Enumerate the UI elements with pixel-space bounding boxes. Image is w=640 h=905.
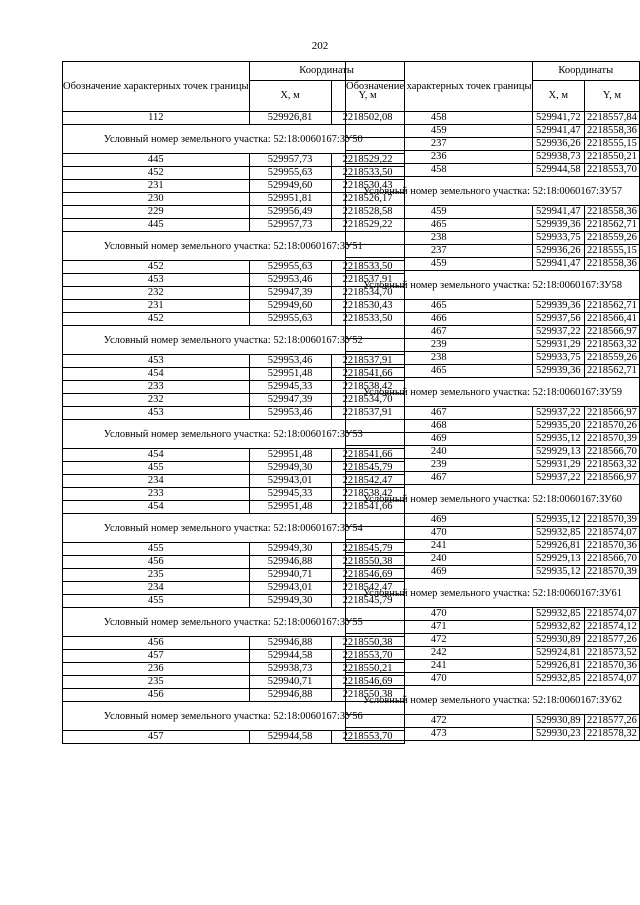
x-coordinate: 529937,56 — [532, 313, 584, 326]
x-coordinate: 529947,39 — [249, 394, 331, 407]
y-coordinate: 2218566,97 — [584, 472, 639, 485]
point-number: 455 — [63, 543, 250, 556]
point-number: 469 — [346, 433, 533, 446]
point-number: 234 — [63, 582, 250, 595]
table-row — [346, 634, 640, 647]
x-coordinate: 529930,23 — [532, 728, 584, 741]
y-coordinate: 2218558,36 — [584, 206, 639, 219]
point-number: 467 — [346, 472, 533, 485]
table-row — [346, 728, 640, 741]
y-coordinate: 2218538,42 — [331, 488, 404, 501]
point-number: 471 — [346, 621, 533, 634]
point-number: 229 — [63, 206, 250, 219]
x-coordinate: 529933,75 — [532, 232, 584, 245]
x-coordinate: 529924,81 — [532, 647, 584, 660]
x-coordinate: 529951,48 — [249, 449, 331, 462]
x-coordinate: 529935,12 — [532, 566, 584, 579]
y-coordinate: 2218541,66 — [331, 368, 404, 381]
table-row — [346, 206, 640, 219]
y-coordinate: 2218528,58 — [331, 206, 404, 219]
designation-header: Обозначение характерных точек границы — [346, 62, 533, 112]
x-coordinate: 529953,46 — [249, 274, 331, 287]
x-coordinate: 529943,01 — [249, 582, 331, 595]
point-number: 459 — [346, 125, 533, 138]
y-coordinate: 2218559,26 — [584, 232, 639, 245]
y-coordinate: 2218570,39 — [584, 566, 639, 579]
point-number: 454 — [63, 449, 250, 462]
y-coordinate: 2218555,15 — [584, 245, 639, 258]
x-coordinate: 529937,22 — [532, 472, 584, 485]
y-coordinate: 2218545,79 — [331, 462, 404, 475]
x-coordinate: 529946,88 — [249, 556, 331, 569]
point-number: 240 — [346, 553, 533, 566]
y-coordinate: 2218566,70 — [584, 553, 639, 566]
y-coordinate: 2218566,97 — [584, 326, 639, 339]
y-coordinate: 2218562,71 — [584, 219, 639, 232]
table-row — [346, 245, 640, 258]
y-header: Y, м — [584, 81, 639, 112]
point-number: 237 — [346, 245, 533, 258]
y-coordinate: 2218526,17 — [331, 193, 404, 206]
x-coordinate: 529930,89 — [532, 715, 584, 728]
y-coordinate: 2218541,66 — [331, 449, 404, 462]
point-number: 465 — [346, 365, 533, 378]
table-row — [346, 459, 640, 472]
y-coordinate: 2218550,38 — [331, 556, 404, 569]
y-coordinate: 2218570,36 — [584, 540, 639, 553]
x-coordinate: 529941,47 — [532, 206, 584, 219]
parcel-section-header — [346, 686, 640, 715]
y-coordinate: 2218563,32 — [584, 339, 639, 352]
x-coordinate: 529951,48 — [249, 368, 331, 381]
x-coordinate: 529951,81 — [249, 193, 331, 206]
x-coordinate: 529949,30 — [249, 595, 331, 608]
y-coordinate: 2218566,41 — [584, 313, 639, 326]
point-number: 232 — [63, 394, 250, 407]
table-row — [346, 514, 640, 527]
point-number: 230 — [63, 193, 250, 206]
point-number: 453 — [63, 407, 250, 420]
designation-header: Обозначение характерных точек границы — [63, 62, 250, 112]
x-coordinate: 529936,26 — [532, 138, 584, 151]
point-number: 453 — [63, 274, 250, 287]
table-row — [346, 673, 640, 686]
y-coordinate: 2218542,47 — [331, 582, 404, 595]
point-number: 241 — [346, 540, 533, 553]
parcel-section-header — [346, 579, 640, 608]
y-coordinate: 2218558,36 — [584, 258, 639, 271]
x-coordinate: 529955,63 — [249, 167, 331, 180]
x-coordinate: 529944,58 — [532, 164, 584, 177]
x-coordinate: 529926,81 — [532, 540, 584, 553]
x-coordinate: 529941,72 — [532, 112, 584, 125]
table-row — [346, 608, 640, 621]
point-number: 231 — [63, 300, 250, 313]
x-coordinate: 529955,63 — [249, 313, 331, 326]
x-coordinate: 529939,36 — [532, 300, 584, 313]
y-coordinate: 2218546,69 — [331, 676, 404, 689]
y-coordinate: 2218553,70 — [584, 164, 639, 177]
table-row — [346, 420, 640, 433]
x-coordinate: 529944,58 — [249, 650, 331, 663]
point-number: 237 — [346, 138, 533, 151]
x-coordinate: 529956,49 — [249, 206, 331, 219]
y-coordinate: 2218553,70 — [331, 731, 404, 744]
x-coordinate: 529957,73 — [249, 154, 331, 167]
y-coordinate: 2218533,50 — [331, 261, 404, 274]
y-coordinate: 2218577,26 — [584, 634, 639, 647]
point-number: 240 — [346, 446, 533, 459]
point-number: 236 — [346, 151, 533, 164]
parcel-title: Условный номер земельного участка: 52:18:0060167:ЗУ61 — [346, 579, 640, 608]
y-coordinate: 2218546,69 — [331, 569, 404, 582]
parcel-title: Условный номер земельного участка: 52:18:0060167:ЗУ59 — [346, 378, 640, 407]
x-coordinate: 529929,13 — [532, 553, 584, 566]
y-coordinate: 2218578,32 — [584, 728, 639, 741]
parcel-title: Условный номер земельного участка: 52:18:0060167:ЗУ54 — [63, 514, 405, 543]
x-coordinate: 529949,30 — [249, 543, 331, 556]
x-coordinate: 529939,36 — [532, 219, 584, 232]
coordinates-header: Координаты — [249, 62, 404, 81]
point-number: 458 — [346, 164, 533, 177]
coordinates-table-right — [345, 61, 640, 741]
point-number: 445 — [63, 154, 250, 167]
y-coordinate: 2218550,38 — [331, 689, 404, 702]
point-number: 455 — [63, 595, 250, 608]
y-coordinate: 2218533,50 — [331, 313, 404, 326]
parcel-section-header — [346, 485, 640, 514]
x-coordinate: 529946,88 — [249, 637, 331, 650]
x-coordinate: 529949,60 — [249, 300, 331, 313]
y-coordinate: 2218574,07 — [584, 527, 639, 540]
parcel-title: Условный номер земельного участка: 52:18:0060167:ЗУ56 — [63, 702, 405, 731]
point-number: 234 — [63, 475, 250, 488]
table-row — [346, 715, 640, 728]
x-coordinate: 529932,82 — [532, 621, 584, 634]
point-number: 469 — [346, 514, 533, 527]
table-row — [346, 446, 640, 459]
point-number: 231 — [63, 180, 250, 193]
y-coordinate: 2218570,26 — [584, 420, 639, 433]
y-coordinate: 2218566,97 — [584, 407, 639, 420]
y-coordinate: 2218545,79 — [331, 595, 404, 608]
x-coordinate: 529955,63 — [249, 261, 331, 274]
x-coordinate: 529941,47 — [532, 258, 584, 271]
table-row — [346, 660, 640, 673]
point-number: 452 — [63, 167, 250, 180]
y-coordinate: 2218557,84 — [584, 112, 639, 125]
table-row — [346, 219, 640, 232]
x-header: X, м — [532, 81, 584, 112]
point-number: 454 — [63, 501, 250, 514]
x-coordinate: 529944,58 — [249, 731, 331, 744]
table-row — [346, 553, 640, 566]
y-coordinate: 2218537,91 — [331, 274, 404, 287]
point-number: 456 — [63, 689, 250, 702]
x-coordinate: 529951,48 — [249, 501, 331, 514]
y-coordinate: 2218563,32 — [584, 459, 639, 472]
x-coordinate: 529949,60 — [249, 180, 331, 193]
point-number: 232 — [63, 287, 250, 300]
table-row — [346, 232, 640, 245]
point-number: 241 — [346, 660, 533, 673]
table-row — [346, 352, 640, 365]
table-row — [346, 313, 640, 326]
point-number: 233 — [63, 381, 250, 394]
right-table-body — [346, 112, 640, 741]
x-coordinate: 529940,71 — [249, 676, 331, 689]
point-number: 452 — [63, 313, 250, 326]
x-coordinate: 529940,71 — [249, 569, 331, 582]
point-number: 454 — [63, 368, 250, 381]
table-row — [346, 433, 640, 446]
point-number: 242 — [346, 647, 533, 660]
y-coordinate: 2218534,70 — [331, 287, 404, 300]
x-coordinate: 529935,12 — [532, 433, 584, 446]
x-coordinate: 529932,85 — [532, 673, 584, 686]
y-coordinate: 2218502,08 — [331, 112, 404, 125]
x-coordinate: 529931,29 — [532, 459, 584, 472]
x-coordinate: 529933,75 — [532, 352, 584, 365]
point-number: 467 — [346, 326, 533, 339]
parcel-title: Условный номер земельного участка: 52:18:0060167:ЗУ50 — [63, 125, 405, 154]
x-coordinate: 529938,73 — [532, 151, 584, 164]
table-row — [346, 540, 640, 553]
point-number: 467 — [346, 407, 533, 420]
point-number: 233 — [63, 488, 250, 501]
y-coordinate: 2218541,66 — [331, 501, 404, 514]
point-number: 239 — [346, 459, 533, 472]
x-coordinate: 529932,85 — [532, 527, 584, 540]
x-coordinate: 529935,12 — [532, 514, 584, 527]
table-row — [346, 365, 640, 378]
point-number: 457 — [63, 731, 250, 744]
x-coordinate: 529941,47 — [532, 125, 584, 138]
y-coordinate: 2218537,91 — [331, 355, 404, 368]
point-number: 445 — [63, 219, 250, 232]
x-coordinate: 529943,01 — [249, 475, 331, 488]
y-coordinate: 2218530,43 — [331, 180, 404, 193]
table-row — [346, 647, 640, 660]
point-number: 465 — [346, 219, 533, 232]
table-row — [346, 164, 640, 177]
y-coordinate: 2218550,21 — [584, 151, 639, 164]
table-row — [346, 125, 640, 138]
table-row — [346, 472, 640, 485]
x-coordinate: 529953,46 — [249, 407, 331, 420]
table-row — [346, 258, 640, 271]
y-coordinate: 2218570,39 — [584, 514, 639, 527]
point-number: 456 — [63, 637, 250, 650]
x-coordinate: 529938,73 — [249, 663, 331, 676]
point-number: 455 — [63, 462, 250, 475]
y-coordinate: 2218537,91 — [331, 407, 404, 420]
y-coordinate: 2218558,36 — [584, 125, 639, 138]
y-coordinate: 2218574,07 — [584, 608, 639, 621]
y-coordinate: 2218550,38 — [331, 637, 404, 650]
parcel-title: Условный номер земельного участка: 52:18:0060167:ЗУ58 — [346, 271, 640, 300]
y-coordinate: 2218529,22 — [331, 219, 404, 232]
parcel-title: Условный номер земельного участка: 52:18:0060167:ЗУ62 — [346, 686, 640, 715]
point-number: 238 — [346, 352, 533, 365]
parcel-title: Условный номер земельного участка: 52:18:0060167:ЗУ57 — [346, 177, 640, 206]
x-coordinate: 529945,33 — [249, 488, 331, 501]
point-number: 459 — [346, 258, 533, 271]
point-number: 453 — [63, 355, 250, 368]
y-coordinate: 2218545,79 — [331, 543, 404, 556]
y-coordinate: 2218570,36 — [584, 660, 639, 673]
y-coordinate: 2218542,47 — [331, 475, 404, 488]
x-header: X, м — [249, 81, 331, 112]
y-coordinate: 2218530,43 — [331, 300, 404, 313]
point-number: 473 — [346, 728, 533, 741]
point-number: 235 — [63, 676, 250, 689]
x-coordinate: 529932,85 — [532, 608, 584, 621]
y-header: Y, м — [331, 81, 404, 112]
point-number: 465 — [346, 300, 533, 313]
point-number: 235 — [63, 569, 250, 582]
table-row — [346, 621, 640, 634]
x-coordinate: 529937,22 — [532, 326, 584, 339]
parcel-title: Условный номер земельного участка: 52:18:0060167:ЗУ53 — [63, 420, 405, 449]
point-number: 459 — [346, 206, 533, 219]
y-coordinate: 2218559,26 — [584, 352, 639, 365]
point-number: 236 — [63, 663, 250, 676]
y-coordinate: 2218573,52 — [584, 647, 639, 660]
y-coordinate: 2218555,15 — [584, 138, 639, 151]
x-coordinate: 529947,39 — [249, 287, 331, 300]
point-number: 112 — [63, 112, 250, 125]
parcel-title: Условный номер земельного участка: 52:18:0060167:ЗУ52 — [63, 326, 405, 355]
point-number: 458 — [346, 112, 533, 125]
table-row — [346, 112, 640, 125]
parcel-title: Условный номер земельного участка: 52:18:0060167:ЗУ55 — [63, 608, 405, 637]
y-coordinate: 2218534,70 — [331, 394, 404, 407]
y-coordinate: 2218574,07 — [584, 673, 639, 686]
x-coordinate: 529939,36 — [532, 365, 584, 378]
x-coordinate: 529936,26 — [532, 245, 584, 258]
x-coordinate: 529926,81 — [532, 660, 584, 673]
y-coordinate: 2218562,71 — [584, 300, 639, 313]
coordinates-header: Координаты — [532, 62, 639, 81]
y-coordinate: 2218553,70 — [331, 650, 404, 663]
table-row — [346, 326, 640, 339]
table-row — [346, 527, 640, 540]
point-number: 469 — [346, 566, 533, 579]
table-row — [346, 151, 640, 164]
y-coordinate: 2218577,26 — [584, 715, 639, 728]
y-coordinate: 2218562,71 — [584, 365, 639, 378]
parcel-section-header — [346, 177, 640, 206]
y-coordinate: 2218533,50 — [331, 167, 404, 180]
x-coordinate: 529945,33 — [249, 381, 331, 394]
x-coordinate: 529926,81 — [249, 112, 331, 125]
y-coordinate: 2218538,42 — [331, 381, 404, 394]
x-coordinate: 529953,46 — [249, 355, 331, 368]
parcel-section-header — [346, 378, 640, 407]
point-number: 468 — [346, 420, 533, 433]
point-number: 470 — [346, 527, 533, 540]
x-coordinate: 529935,20 — [532, 420, 584, 433]
page-number: 202 — [311, 40, 329, 52]
y-coordinate: 2218574,12 — [584, 621, 639, 634]
point-number: 239 — [346, 339, 533, 352]
y-coordinate: 2218550,21 — [331, 663, 404, 676]
point-number: 238 — [346, 232, 533, 245]
table-row — [346, 300, 640, 313]
y-coordinate: 2218566,70 — [584, 446, 639, 459]
table-row — [346, 138, 640, 151]
point-number: 466 — [346, 313, 533, 326]
table-row — [346, 339, 640, 352]
x-coordinate: 529946,88 — [249, 689, 331, 702]
x-coordinate: 529937,22 — [532, 407, 584, 420]
point-number: 470 — [346, 608, 533, 621]
parcel-section-header — [346, 271, 640, 300]
x-coordinate: 529931,29 — [532, 339, 584, 352]
point-number: 472 — [346, 715, 533, 728]
x-coordinate: 529929,13 — [532, 446, 584, 459]
y-coordinate: 2218570,39 — [584, 433, 639, 446]
y-coordinate: 2218529,22 — [331, 154, 404, 167]
x-coordinate: 529957,73 — [249, 219, 331, 232]
point-number: 457 — [63, 650, 250, 663]
x-coordinate: 529930,89 — [532, 634, 584, 647]
parcel-title: Условный номер земельного участка: 52:18:0060167:ЗУ51 — [63, 232, 405, 261]
table-row — [346, 407, 640, 420]
point-number: 452 — [63, 261, 250, 274]
table-row — [346, 566, 640, 579]
point-number: 456 — [63, 556, 250, 569]
x-coordinate: 529949,30 — [249, 462, 331, 475]
parcel-title: Условный номер земельного участка: 52:18:0060167:ЗУ60 — [346, 485, 640, 514]
point-number: 472 — [346, 634, 533, 647]
point-number: 470 — [346, 673, 533, 686]
